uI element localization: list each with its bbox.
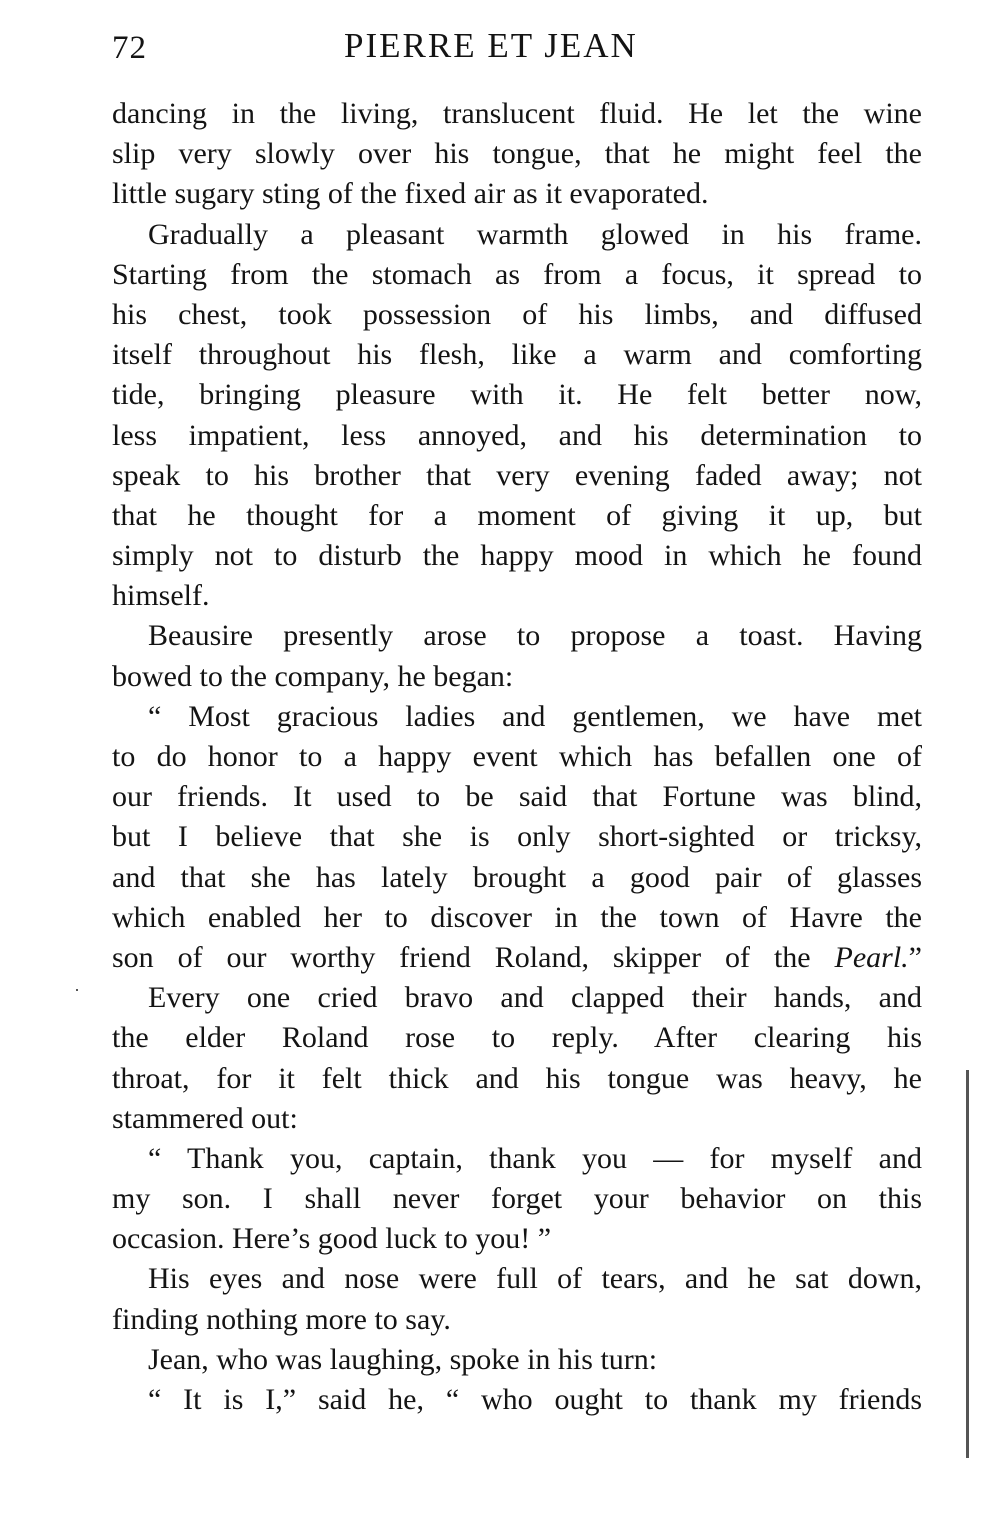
text-line [112, 416, 922, 456]
text-line [112, 697, 922, 737]
text-line-content: His eyes and nose were full of tears, and he sat down, [148, 1262, 922, 1296]
text-line [112, 536, 922, 576]
text-line-content: son of our worthy friend Roland, skipper of the [112, 940, 835, 974]
page-number: 72 [112, 30, 147, 66]
body-text [112, 94, 922, 1420]
text-line [112, 858, 922, 898]
text-line [112, 1300, 922, 1340]
text-line [112, 616, 922, 656]
text-line [112, 1059, 922, 1099]
text-line [112, 1099, 922, 1139]
text-line-content: Beausire presently arose to propose a toast. Having [148, 619, 922, 653]
text-line [112, 1380, 922, 1420]
text-line-content: “ Most gracious ladies and gentlemen, we have met [148, 699, 922, 733]
text-line-content: and that she has lately brought a good pair of glasses [112, 860, 922, 894]
text-line-content: itself throughout his flesh, like a warm and comforting [112, 338, 922, 372]
text-line-content: “ It is I,” said he, “ who ought to thank my friends [148, 1383, 922, 1416]
binding-edge-rule [966, 1070, 969, 1458]
text-line [112, 215, 922, 255]
text-line [112, 1018, 922, 1058]
text-line [112, 576, 922, 616]
running-title: PIERRE ET JEAN [344, 26, 638, 65]
text-line [112, 1259, 922, 1299]
text-line-content: my son. I shall never forget your behavior on this [112, 1182, 922, 1216]
text-line [112, 1179, 922, 1219]
text-line [112, 978, 922, 1018]
text-line-content: but I believe that she is only short-sighted or tricksy, [112, 820, 922, 854]
text-line-content: less impatient, less annoyed, and his determination to [112, 418, 922, 452]
text-line [112, 817, 922, 857]
closing-quote: ” [908, 940, 922, 974]
text-line [112, 1139, 922, 1179]
page-header [112, 26, 912, 70]
text-line [112, 295, 922, 335]
text-line [112, 777, 922, 817]
text-line-content: that he thought for a moment of giving it up, but [112, 498, 922, 532]
text-line [112, 1219, 922, 1259]
text-line-content: which enabled her to discover in the town of Havre the [112, 900, 922, 934]
text-line-content: Jean, who was laughing, spoke in his turn: [148, 1342, 658, 1376]
text-line-content: to do honor to a happy event which has befallen one of [112, 740, 922, 773]
text-line-content: the elder Roland rose to reply. After clearing his [112, 1021, 922, 1055]
text-line [112, 938, 922, 978]
text-line-content: our friends. It used to be said that Fortune was blind, [112, 780, 922, 814]
text-line [112, 898, 922, 938]
text-line-content: stammered out: [112, 1101, 298, 1135]
text-line-content: little sugary sting of the fixed air as it evaporated. [112, 177, 709, 211]
text-line-content: himself. [112, 579, 210, 613]
text-line [112, 657, 922, 697]
text-line [112, 456, 922, 496]
text-line-content: simply not to disturb the happy mood in which he found [112, 539, 922, 573]
text-line [112, 375, 922, 415]
text-line-content: “ Thank you, captain, thank you — for myself and [148, 1141, 922, 1175]
text-line [112, 134, 922, 174]
text-line-content: occasion. Here’s good luck to you! ” [112, 1222, 552, 1256]
text-line-content: slip very slowly over his tongue, that he might feel the [112, 137, 922, 171]
text-line-content: finding nothing more to say. [112, 1302, 451, 1336]
text-line [112, 335, 922, 375]
text-line [112, 1340, 922, 1380]
text-line [112, 737, 922, 777]
margin-speck [76, 989, 78, 991]
text-line-content: Gradually a pleasant warmth glowed in his frame. [148, 217, 922, 251]
italic-ship-name: Pearl. [834, 940, 909, 974]
text-line-content: bowed to the company, he began: [112, 659, 514, 693]
text-line [112, 174, 922, 214]
text-line-content: his chest, took possession of his limbs, and diffused [112, 297, 922, 331]
text-line-content: Starting from the stomach as from a focus, it spread to [112, 257, 922, 291]
text-line-content: tide, bringing pleasure with it. He felt better now, [112, 378, 922, 412]
text-line-content: dancing in the living, translucent fluid. He let the wine [112, 97, 922, 130]
text-line [112, 94, 922, 134]
text-line-content: speak to his brother that very evening faded away; not [112, 458, 922, 492]
text-line-content: throat, for it felt thick and his tongue was heavy, he [112, 1061, 922, 1095]
text-line [112, 496, 922, 536]
text-line-content: Every one cried bravo and clapped their hands, and [148, 981, 922, 1015]
text-line [112, 255, 922, 295]
